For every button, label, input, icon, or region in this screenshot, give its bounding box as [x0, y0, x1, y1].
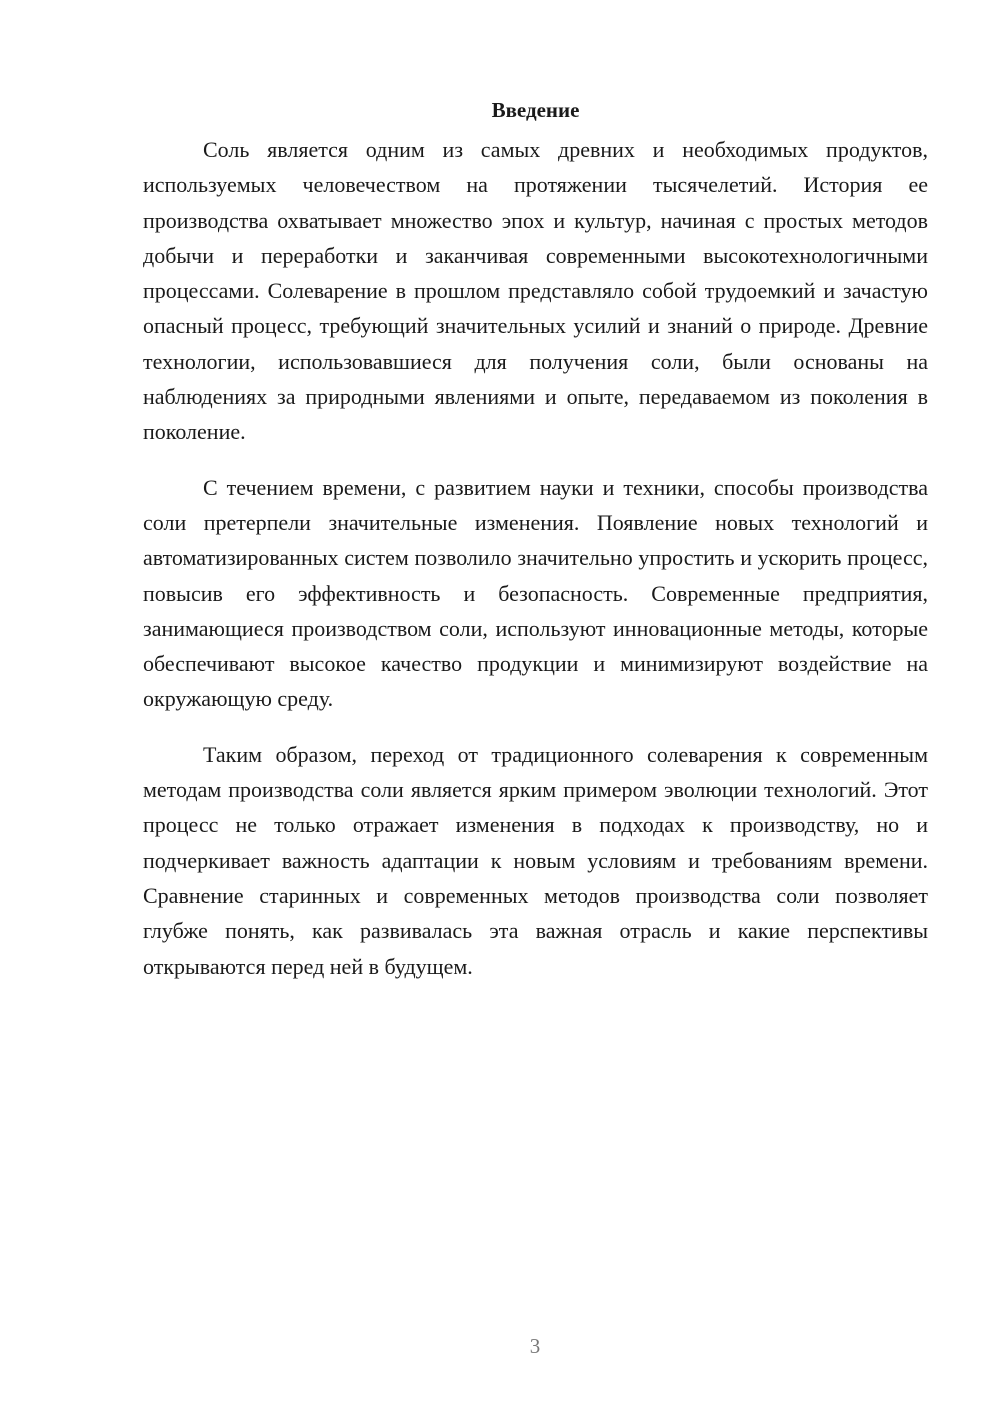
- document-page: [143, 92, 928, 1004]
- page-number: 3: [529, 1334, 541, 1358]
- paragraph-2: С течением времени, с развитием науки и техники, способы производства соли претерпели значительные изменения. Появление новых технологий и автоматизированных систем позволило значительно упростить и ускорить процесс, повысив его эффективность и безопасность. Современные предприятия, занимающиеся производством соли, используют инновационные методы, которые обеспечивают высокое качество продукции и минимизируют воздействие на окружающую среду.: [143, 474, 928, 712]
- paragraph-3: Таким образом, переход от традиционного солеварения к современным методам производства соли является ярким примером эволюции технологий. Этот процесс не только отражает изменения в подходах к производству, но и подчеркивает важность адаптации к новым условиям и требованиям времени. Сравнение старинных и современных методов производства соли позволяет глубже понять, как развивалась эта важная отрасль и какие перспективы открываются перед ней в будущем.: [143, 741, 928, 979]
- section-heading: Введение: [491, 98, 580, 122]
- paragraph-1: Соль является одним из самых древних и необходимых продуктов, используемых человечеством на протяжении тысячелетий. История ее производства охватывает множество эпох и культур, начиная с простых методов добычи и переработки и заканчивая современными высокотехнологичными процессами. Солеварение в прошлом представляло собой трудоемкий и зачастую опасный процесс, требующий значительных усилий и знаний о природе. Древние технологии, использовавшиеся для получения соли, были основаны на наблюдениях за природными явлениями и опыте, передаваемом из поколения в поколение.: [143, 137, 928, 445]
